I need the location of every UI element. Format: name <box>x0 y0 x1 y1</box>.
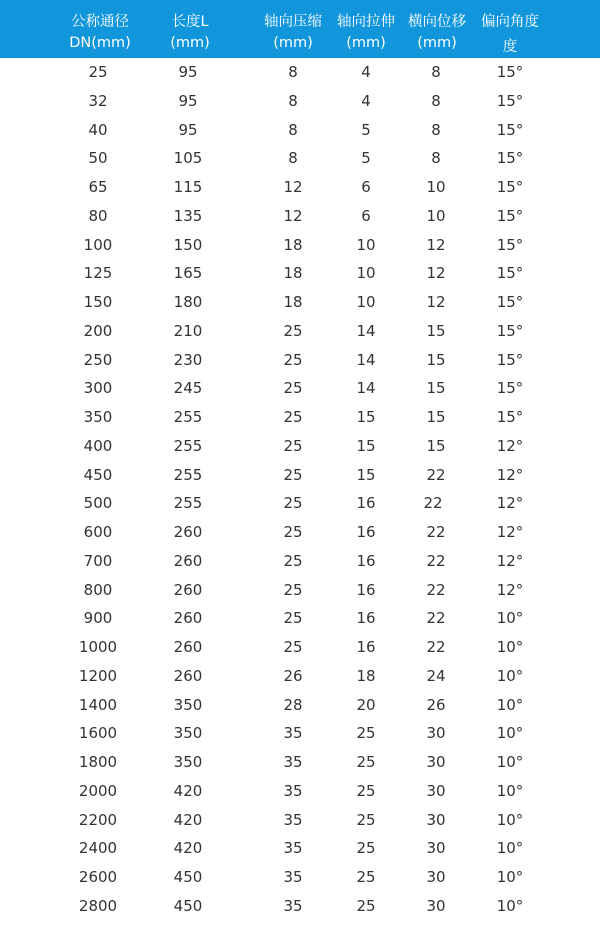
cell-axial-compression: 35 <box>283 753 303 771</box>
cell-dn: 1200 <box>78 666 118 685</box>
cell-length: 420 <box>173 810 203 829</box>
cell-dn: 2800 <box>78 896 118 915</box>
cell-angular-deflection: 15° <box>496 149 524 168</box>
cell-angular-deflection: 10° <box>496 781 524 800</box>
cell-lateral-displacement: 30 <box>426 724 446 743</box>
cell-angular-deflection: 10° <box>496 810 524 829</box>
cell-axial-compression: 25 <box>283 523 303 541</box>
cell-dn: 1800 <box>78 753 118 771</box>
cell-lateral-displacement: 22 <box>426 551 446 570</box>
table-row <box>0 288 600 317</box>
table-row <box>0 547 600 576</box>
table-row <box>0 604 600 633</box>
cell-dn: 1000 <box>78 638 118 656</box>
cell-lateral-displacement: 26 <box>426 695 446 714</box>
cell-lateral-displacement: 30 <box>426 781 446 800</box>
cell-axial-compression: 12 <box>283 206 303 225</box>
cell-lateral-displacement: 8 <box>431 149 441 168</box>
cell-angular-deflection: 15° <box>496 379 524 398</box>
cell-length: 350 <box>173 695 203 714</box>
cell-axial-extension: 14 <box>356 321 376 340</box>
cell-dn: 50 <box>88 149 108 168</box>
cell-axial-extension: 15 <box>356 465 376 484</box>
cell-axial-compression: 25 <box>283 379 303 398</box>
cell-lateral-displacement: 22 <box>426 523 446 541</box>
cell-lateral-displacement: 30 <box>426 896 446 915</box>
cell-angular-deflection: 10° <box>496 695 524 714</box>
cell-axial-extension: 18 <box>356 666 376 685</box>
cell-axial-extension: 25 <box>356 868 376 886</box>
header-nominal-diameter-title: 公称通径 <box>71 14 129 30</box>
cell-lateral-displacement: 30 <box>426 753 446 771</box>
cell-length: 260 <box>173 638 203 656</box>
cell-length: 260 <box>173 666 203 685</box>
table-row <box>0 317 600 346</box>
cell-dn: 300 <box>83 379 113 398</box>
table-row <box>0 58 600 87</box>
cell-axial-compression: 28 <box>283 695 303 714</box>
cell-length: 420 <box>173 839 203 858</box>
header-axial-extension-title: 轴向拉伸 <box>337 14 395 30</box>
cell-axial-extension: 5 <box>361 120 371 139</box>
cell-dn: 80 <box>88 206 108 225</box>
cell-angular-deflection: 15° <box>496 350 524 369</box>
cell-angular-deflection: 15° <box>496 120 524 139</box>
cell-axial-compression: 8 <box>288 91 298 110</box>
cell-axial-extension: 4 <box>361 91 371 110</box>
cell-dn: 500 <box>83 494 113 513</box>
cell-lateral-displacement: 24 <box>426 666 446 685</box>
table-row <box>0 403 600 432</box>
cell-axial-compression: 12 <box>283 178 303 196</box>
cell-axial-extension: 4 <box>361 63 371 81</box>
cell-dn: 25 <box>88 63 108 81</box>
cell-length: 180 <box>173 293 203 311</box>
table-row <box>0 691 600 720</box>
table-row <box>0 144 600 173</box>
cell-angular-deflection: 10° <box>496 839 524 858</box>
cell-lateral-displacement: 12 <box>426 264 446 283</box>
cell-dn: 450 <box>83 465 113 484</box>
cell-dn: 250 <box>83 350 113 369</box>
cell-axial-compression: 8 <box>288 149 298 168</box>
cell-lateral-displacement: 12 <box>426 235 446 254</box>
table-row <box>0 259 600 288</box>
cell-angular-deflection: 10° <box>496 609 524 628</box>
cell-angular-deflection: 15° <box>496 206 524 225</box>
cell-angular-deflection: 10° <box>496 638 524 656</box>
header-lateral-displacement <box>402 0 472 58</box>
header-length-title: 长度L <box>171 14 209 30</box>
table-row <box>0 633 600 662</box>
cell-axial-extension: 16 <box>356 523 376 541</box>
cell-angular-deflection: 10° <box>496 724 524 743</box>
cell-lateral-displacement: 30 <box>426 810 446 829</box>
cell-lateral-displacement: 12 <box>426 293 446 311</box>
cell-angular-deflection: 15° <box>496 178 524 196</box>
cell-dn: 400 <box>83 436 113 455</box>
cell-axial-compression: 25 <box>283 609 303 628</box>
cell-length: 210 <box>173 321 203 340</box>
cell-lateral-displacement: 22 <box>426 580 446 599</box>
cell-axial-extension: 6 <box>361 206 371 225</box>
cell-lateral-displacement: 30 <box>426 839 446 858</box>
cell-dn: 125 <box>83 264 113 283</box>
cell-angular-deflection: 15° <box>496 235 524 254</box>
cell-axial-compression: 25 <box>283 465 303 484</box>
cell-dn: 200 <box>83 321 113 340</box>
cell-axial-extension: 25 <box>356 839 376 858</box>
cell-axial-compression: 18 <box>283 293 303 311</box>
cell-length: 420 <box>173 781 203 800</box>
table-row <box>0 777 600 806</box>
cell-angular-deflection: 15° <box>496 408 524 426</box>
cell-lateral-displacement: 8 <box>431 91 441 110</box>
table-row <box>0 719 600 748</box>
header-nominal-diameter-unit: DN(mm) <box>69 35 131 51</box>
cell-length: 260 <box>173 551 203 570</box>
cell-length: 350 <box>173 724 203 743</box>
cell-length: 165 <box>173 264 203 283</box>
cell-axial-extension: 25 <box>356 781 376 800</box>
cell-length: 260 <box>173 523 203 541</box>
cell-length: 230 <box>173 350 203 369</box>
cell-angular-deflection: 12° <box>496 465 524 484</box>
header-length <box>160 0 220 58</box>
cell-length: 95 <box>178 91 198 110</box>
cell-axial-extension: 16 <box>356 551 376 570</box>
cell-length: 105 <box>173 149 203 168</box>
cell-dn: 150 <box>83 293 113 311</box>
cell-length: 150 <box>173 235 203 254</box>
cell-axial-compression: 25 <box>283 436 303 455</box>
cell-axial-compression: 35 <box>283 810 303 829</box>
cell-axial-compression: 25 <box>283 321 303 340</box>
cell-axial-extension: 16 <box>356 580 376 599</box>
cell-dn: 2600 <box>78 868 118 886</box>
cell-axial-extension: 10 <box>356 293 376 311</box>
cell-angular-deflection: 10° <box>496 896 524 915</box>
header-nominal-diameter <box>55 0 145 58</box>
cell-length: 245 <box>173 379 203 398</box>
table-row <box>0 834 600 863</box>
cell-lateral-displacement: 10 <box>426 206 446 225</box>
table-header <box>0 0 600 58</box>
cell-axial-compression: 26 <box>283 666 303 685</box>
table-row <box>0 892 600 921</box>
cell-length: 255 <box>173 408 203 426</box>
table-body <box>0 58 600 921</box>
cell-axial-compression: 35 <box>283 896 303 915</box>
table-row <box>0 806 600 835</box>
cell-lateral-displacement: 8 <box>431 63 441 81</box>
cell-axial-extension: 10 <box>356 264 376 283</box>
header-length-unit: (mm) <box>170 35 210 51</box>
table-row <box>0 432 600 461</box>
cell-lateral-displacement: 22 <box>423 494 443 513</box>
cell-dn: 32 <box>88 91 108 110</box>
cell-length: 260 <box>173 580 203 599</box>
cell-length: 95 <box>178 120 198 139</box>
header-lateral-displacement-title: 横向位移 <box>408 14 466 30</box>
cell-axial-compression: 25 <box>283 551 303 570</box>
cell-angular-deflection: 15° <box>496 91 524 110</box>
cell-dn: 2000 <box>78 781 118 800</box>
cell-angular-deflection: 12° <box>496 551 524 570</box>
cell-axial-compression: 18 <box>283 235 303 254</box>
cell-axial-extension: 20 <box>356 695 376 714</box>
cell-angular-deflection: 12° <box>496 523 524 541</box>
cell-lateral-displacement: 30 <box>426 868 446 886</box>
cell-angular-deflection: 10° <box>496 868 524 886</box>
header-axial-extension-unit: (mm) <box>346 35 386 51</box>
table-row <box>0 346 600 375</box>
cell-axial-compression: 25 <box>283 494 303 513</box>
cell-axial-compression: 8 <box>288 120 298 139</box>
table-row <box>0 489 600 518</box>
cell-axial-extension: 25 <box>356 810 376 829</box>
cell-lateral-displacement: 15 <box>426 350 446 369</box>
cell-axial-compression: 25 <box>283 580 303 599</box>
cell-axial-extension: 14 <box>356 379 376 398</box>
cell-dn: 800 <box>83 580 113 599</box>
cell-dn: 600 <box>83 523 113 541</box>
header-lateral-displacement-unit: (mm) <box>417 35 457 51</box>
cell-dn: 65 <box>88 178 108 196</box>
cell-angular-deflection: 15° <box>496 321 524 340</box>
table-row <box>0 231 600 260</box>
cell-axial-extension: 6 <box>361 178 371 196</box>
cell-lateral-displacement: 8 <box>431 120 441 139</box>
cell-length: 135 <box>173 206 203 225</box>
cell-lateral-displacement: 10 <box>426 178 446 196</box>
header-axial-compression <box>258 0 328 58</box>
table-row <box>0 374 600 403</box>
cell-axial-compression: 25 <box>283 350 303 369</box>
table-row <box>0 576 600 605</box>
cell-angular-deflection: 10° <box>496 753 524 771</box>
cell-angular-deflection: 12° <box>496 436 524 455</box>
cell-dn: 700 <box>83 551 113 570</box>
header-axial-compression-title: 轴向压缩 <box>264 14 322 30</box>
cell-axial-compression: 8 <box>288 63 298 81</box>
cell-lateral-displacement: 22 <box>426 609 446 628</box>
table-row <box>0 518 600 547</box>
cell-axial-extension: 16 <box>356 638 376 656</box>
cell-axial-compression: 25 <box>283 638 303 656</box>
cell-length: 450 <box>173 896 203 915</box>
cell-lateral-displacement: 15 <box>426 379 446 398</box>
cell-angular-deflection: 15° <box>496 264 524 283</box>
table-row <box>0 863 600 892</box>
cell-lateral-displacement: 22 <box>426 638 446 656</box>
table-row <box>0 202 600 231</box>
cell-angular-deflection: 12° <box>496 494 524 513</box>
cell-axial-extension: 5 <box>361 149 371 168</box>
table-row <box>0 662 600 691</box>
cell-dn: 40 <box>88 120 108 139</box>
table-row <box>0 116 600 145</box>
table-row <box>0 173 600 202</box>
cell-axial-extension: 25 <box>356 753 376 771</box>
table-row <box>0 461 600 490</box>
cell-dn: 1600 <box>78 724 118 743</box>
cell-axial-compression: 35 <box>283 724 303 743</box>
cell-length: 260 <box>173 609 203 628</box>
cell-length: 450 <box>173 868 203 886</box>
cell-lateral-displacement: 22 <box>426 465 446 484</box>
cell-length: 255 <box>173 465 203 484</box>
header-angular-deflection <box>475 0 545 58</box>
header-angular-deflection-unit: 度 <box>502 39 518 55</box>
cell-axial-compression: 35 <box>283 781 303 800</box>
header-axial-compression-unit: (mm) <box>273 35 313 51</box>
cell-axial-compression: 18 <box>283 264 303 283</box>
cell-axial-extension: 16 <box>356 494 376 513</box>
cell-length: 255 <box>173 436 203 455</box>
cell-axial-extension: 25 <box>356 896 376 915</box>
cell-axial-compression: 35 <box>283 839 303 858</box>
cell-axial-compression: 25 <box>283 408 303 426</box>
cell-angular-deflection: 12° <box>496 580 524 599</box>
cell-dn: 2400 <box>78 839 118 858</box>
cell-angular-deflection: 15° <box>496 63 524 81</box>
cell-lateral-displacement: 15 <box>426 408 446 426</box>
cell-angular-deflection: 10° <box>496 666 524 685</box>
table-row <box>0 748 600 777</box>
header-axial-extension <box>331 0 401 58</box>
header-angular-deflection-title: 偏向角度 <box>481 14 539 30</box>
cell-length: 350 <box>173 753 203 771</box>
cell-length: 115 <box>173 178 203 196</box>
cell-dn: 350 <box>83 408 113 426</box>
cell-lateral-displacement: 15 <box>426 321 446 340</box>
cell-lateral-displacement: 15 <box>426 436 446 455</box>
cell-length: 255 <box>173 494 203 513</box>
cell-axial-extension: 25 <box>356 724 376 743</box>
cell-axial-compression: 35 <box>283 868 303 886</box>
cell-axial-extension: 14 <box>356 350 376 369</box>
cell-axial-extension: 15 <box>356 408 376 426</box>
cell-dn: 1400 <box>78 695 118 714</box>
cell-axial-extension: 15 <box>356 436 376 455</box>
cell-axial-extension: 16 <box>356 609 376 628</box>
cell-dn: 2200 <box>78 810 118 829</box>
cell-dn: 100 <box>83 235 113 254</box>
cell-angular-deflection: 15° <box>496 293 524 311</box>
cell-length: 95 <box>178 63 198 81</box>
cell-axial-extension: 10 <box>356 235 376 254</box>
table-row <box>0 87 600 116</box>
cell-dn: 900 <box>83 609 113 628</box>
